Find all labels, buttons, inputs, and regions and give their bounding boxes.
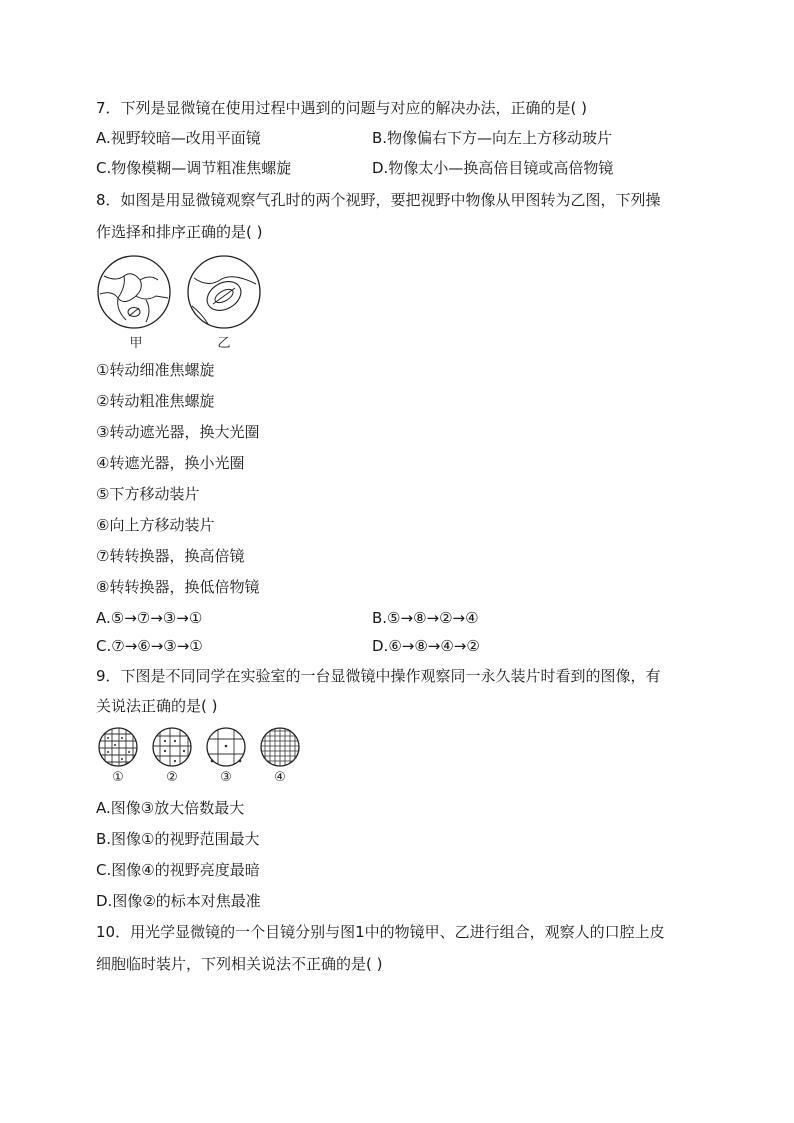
q9-label-3: ③ (220, 770, 232, 785)
q8-step-3: ③转动遮光器，换大光圈 (96, 423, 260, 441)
q8-view-yi (188, 256, 260, 328)
q9-option-a: A.图像③放大倍数最大 (96, 799, 245, 817)
q9-view-3 (207, 726, 245, 768)
q9-label-2: ② (166, 770, 178, 785)
q8-step-2: ②转动粗准焦螺旋 (96, 392, 215, 410)
q8-step-1: ①转动细准焦螺旋 (96, 361, 215, 379)
q7-stem: 7．下列是显微镜在使用过程中遇到的问题与对应的解决办法，正确的是( ) (96, 99, 588, 117)
q9-option-d: D.图像②的标本对焦最准 (96, 892, 261, 910)
q8-option-b: B.⑤→⑧→②→④ (372, 609, 479, 627)
q8-step-5: ⑤下方移动装片 (96, 485, 200, 503)
q8-figure (96, 254, 266, 334)
q9-option-b: B.图像①的视野范围最大 (96, 830, 260, 848)
q8-stem-line1: 8．如图是用显微镜观察气孔时的两个视野，要把视野中物像从甲图转为乙图，下列操 (96, 191, 661, 209)
q9-option-c: C.图像④的视野亮度最暗 (96, 861, 260, 879)
q8-option-d: D.⑥→⑧→④→② (372, 637, 480, 655)
q9-stem-line1: 9．下图是不同同学在实验室的一台显微镜中操作观察同一永久装片时看到的图像，有 (96, 667, 661, 685)
q9-label-4: ④ (274, 770, 286, 785)
q8-label-jia: 甲 (129, 336, 143, 351)
q8-step-8: ⑧转转换器，换低倍物镜 (96, 578, 260, 596)
q7-option-b: B.物像偏右下方—向左上方移动玻片 (372, 129, 613, 147)
q9-figure (98, 726, 304, 770)
q7-option-a: A.视野较暗—改用平面镜 (96, 129, 261, 147)
q8-label-yi: 乙 (217, 336, 231, 351)
q9-stem-line2: 关说法正确的是( ) (96, 697, 218, 715)
q8-option-c: C.⑦→⑥→③→① (96, 637, 203, 655)
q8-option-a: A.⑤→⑦→③→① (96, 609, 203, 627)
q7-option-c: C.物像模糊—调节粗准焦螺旋 (96, 159, 292, 177)
q8-view-jia (98, 256, 170, 328)
q9-view-1 (99, 726, 137, 768)
q8-step-6: ⑥向上方移动装片 (96, 516, 215, 534)
q10-stem-line1: 10．用光学显微镜的一个目镜分别与图1中的物镜甲、乙进行组合，观察人的口腔上皮 (96, 923, 665, 941)
q9-view-2 (153, 726, 191, 768)
q8-step-4: ④转遮光器，换小光圈 (96, 454, 245, 472)
q8-step-7: ⑦转转换器，换高倍镜 (96, 547, 245, 565)
q9-label-1: ① (112, 770, 124, 785)
q10-stem-line2: 细胞临时装片，下列相关说法不正确的是( ) (96, 955, 383, 973)
q8-stem-line2: 作选择和排序正确的是( ) (96, 223, 263, 241)
q9-view-4 (261, 726, 299, 768)
q7-option-d: D.物像太小—换高倍目镜或高倍物镜 (372, 159, 614, 177)
